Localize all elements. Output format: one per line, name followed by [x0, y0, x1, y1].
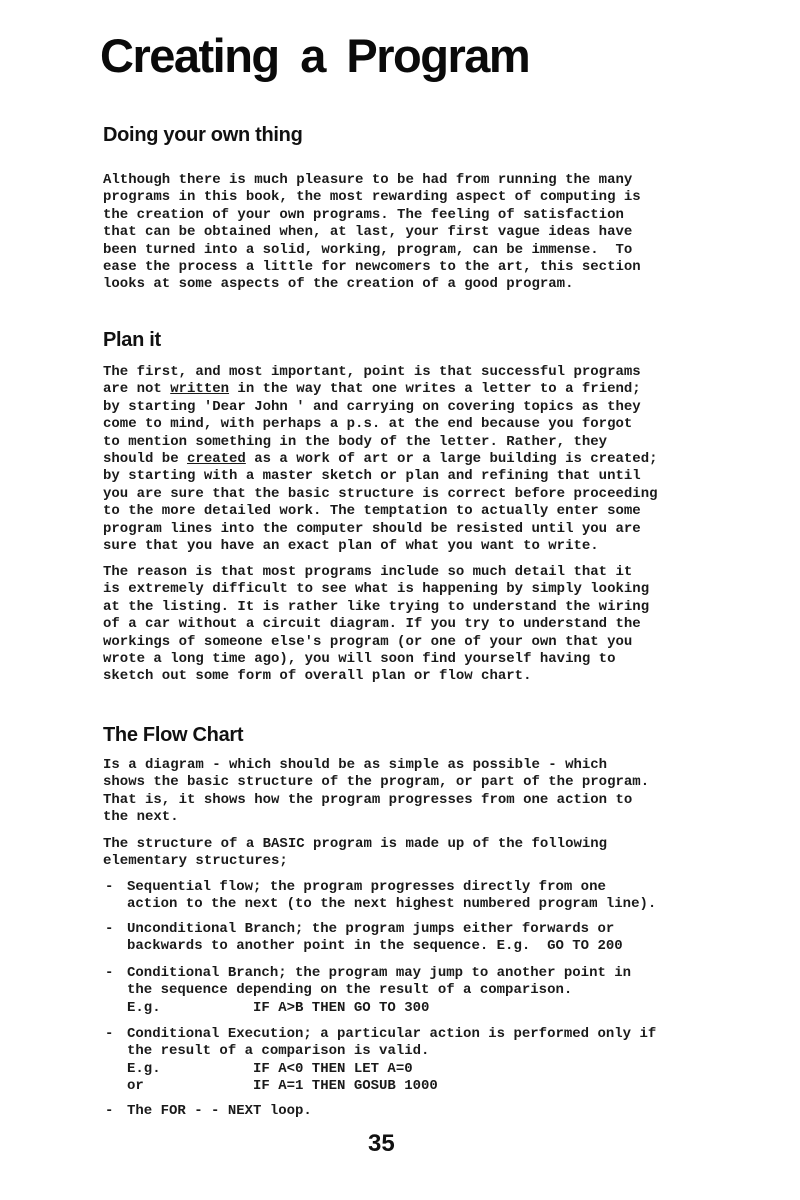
- text-line: you are sure that the basic structure is correct before proceeding: [103, 485, 658, 502]
- text-line: should be created as a work of art or a large building is created;: [103, 451, 658, 468]
- example-label: E.g.: [127, 999, 161, 1016]
- text-line: shows the basic structure of the program, or part of the program.: [103, 774, 650, 791]
- text-line: programs in this book, the most rewarding aspect of computing is: [103, 189, 641, 206]
- text-line: ease the process a little for newcomers to the art, this section: [103, 259, 641, 276]
- bullet-dash: -: [105, 879, 114, 895]
- code-example: [127, 1078, 656, 1095]
- text-line: elementary structures;: [103, 853, 288, 870]
- text-line: been turned into a solid, working, program, can be immense. To: [103, 241, 633, 258]
- text-line: Is a diagram - which should be as simple as possible - which: [103, 757, 608, 773]
- text-line: Conditional Execution; a particular action is performed only if: [127, 1026, 657, 1042]
- text-line: workings of someone else's program (or one of your own that you: [103, 633, 633, 650]
- underlined-word-written: written: [170, 381, 230, 398]
- text-line: Although there is much pleasure to be had from running the many: [103, 172, 633, 188]
- text-line: of a car without a circuit diagram. If you try to understand the: [103, 616, 641, 633]
- text-line: that can be obtained when, at last, your first vague ideas have: [103, 224, 633, 241]
- plan-paragraph-1: [103, 364, 763, 555]
- text-line: come to mind, with perhaps a p.s. at the end because you forgot: [103, 416, 633, 433]
- text-line: the creation of your own programs. The feeling of satisfaction: [103, 206, 624, 223]
- text-line: Unconditional Branch; the program jumps either forwards or: [127, 921, 615, 937]
- page-number: 35: [368, 1130, 395, 1157]
- text-line: The structure of a BASIC program is made up of the following: [103, 836, 608, 852]
- example-label: E.g.: [127, 1060, 161, 1077]
- underlined-word-created: created: [187, 451, 246, 468]
- bullet-dash: -: [105, 1026, 114, 1042]
- flowchart-paragraph-1: [103, 757, 763, 827]
- code-example: [127, 1061, 656, 1078]
- text-line: action to the next (to the next highest numbered program line).: [127, 896, 657, 913]
- text-line: by starting with a master sketch or plan and refining that until: [103, 468, 641, 485]
- bullet-dash: -: [105, 1103, 114, 1119]
- text-line: backwards to another point in the sequence. E.g. GO TO 200: [127, 938, 623, 955]
- flowchart-paragraph-2: [103, 836, 763, 871]
- text-line: looks at some aspects of the creation of a good program.: [103, 276, 574, 293]
- intro-paragraph: [103, 172, 763, 294]
- text-line: to mention something in the body of the letter. Rather, they: [103, 433, 608, 450]
- bullet-dash: -: [105, 965, 114, 981]
- page-title: Creating a Program: [100, 29, 530, 82]
- text-line: wrote a long time ago), you will soon find yourself having to: [103, 651, 616, 668]
- text-line: the next.: [103, 809, 179, 826]
- example-code: IF A<0 THEN LET A=0: [253, 1060, 413, 1077]
- text-line: by starting 'Dear John ' and carrying on covering topics as they: [103, 398, 641, 415]
- section-heading-doing-your-own-thing: Doing your own thing: [103, 124, 303, 146]
- text-line: program lines into the computer should be resisted until you are: [103, 520, 641, 537]
- section-heading-plan-it: Plan it: [103, 329, 161, 351]
- example-code: IF A=1 THEN GOSUB 1000: [253, 1078, 438, 1095]
- text-line: That is, it shows how the program progresses from one action to: [103, 791, 633, 808]
- text-line: The FOR - - NEXT loop.: [127, 1103, 312, 1119]
- text-line: at the listing. It is rather like trying to understand the wiring: [103, 598, 650, 615]
- text-line: is extremely difficult to see what is happening by simply looking: [103, 581, 650, 598]
- text-line: sure that you have an exact plan of what you want to write.: [103, 538, 599, 555]
- text-line: sketch out some form of overall plan or flow chart.: [103, 668, 532, 685]
- text-line: Conditional Branch; the program may jump to another point in: [127, 965, 632, 981]
- text-line: The reason is that most programs include so much detail that it: [103, 564, 633, 580]
- text-line: to the more detailed work. The temptation to actually enter some: [103, 503, 641, 520]
- code-example: [127, 1000, 631, 1017]
- text-line: the result of a comparison is valid.: [127, 1043, 430, 1060]
- text-line: are not written in the way that one writes a letter to a friend;: [103, 381, 641, 398]
- example-label: or: [127, 1078, 144, 1095]
- section-heading-flow-chart: The Flow Chart: [103, 724, 244, 746]
- text-line: the sequence depending on the result of a comparison.: [127, 982, 573, 999]
- plan-paragraph-2: [103, 564, 763, 686]
- bullet-dash: -: [105, 921, 114, 937]
- text-line: Sequential flow; the program progresses directly from one: [127, 879, 606, 895]
- example-code: IF A>B THEN GO TO 300: [253, 999, 430, 1016]
- text-line: The first, and most important, point is that successful programs: [103, 364, 641, 380]
